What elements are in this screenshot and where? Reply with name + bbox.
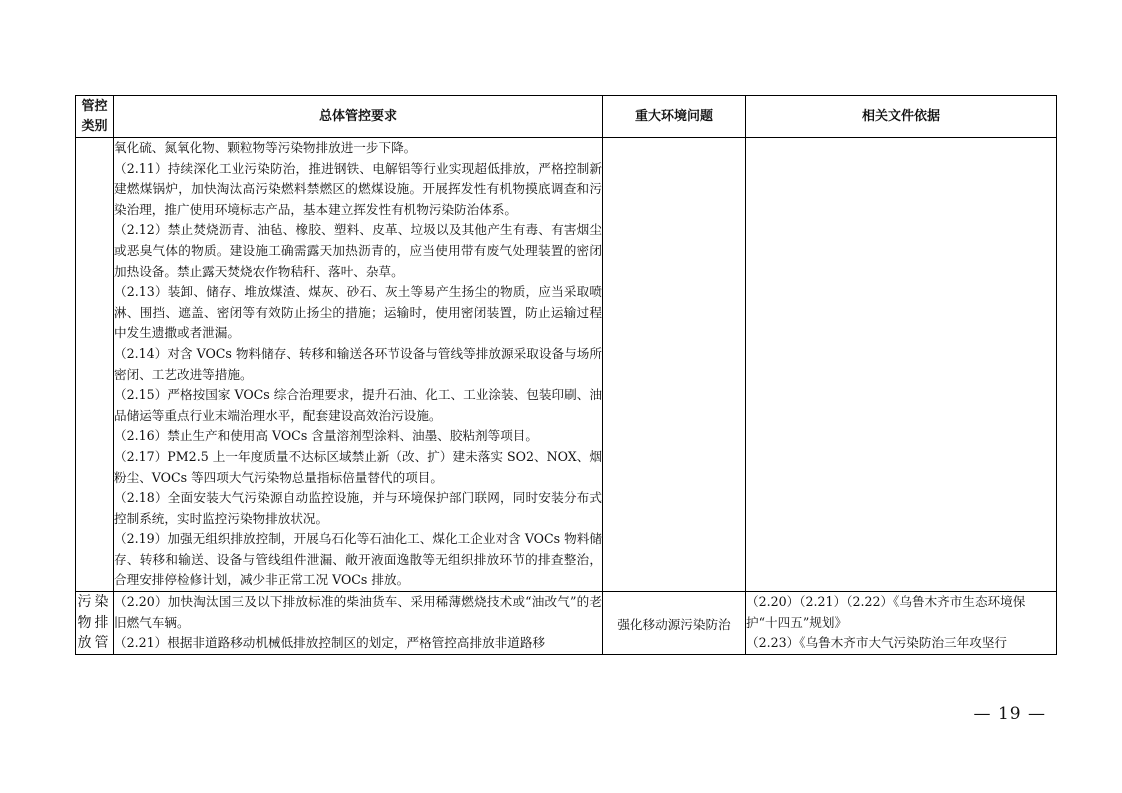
requirement-paragraph: （2.14）对含 VOCs 物料储存、转移和输送各环节设备与管线等排放源采取设备与场所密闭、工艺改进等措施。 — [114, 345, 602, 382]
header-category-label: 管控 类别 — [81, 99, 108, 134]
requirement-paragraph: （2.18）全面安装大气污染源自动监控设施，并与环境保护部门联网，同时安装分布式控制系统，实时监控污染物排放状况。 — [114, 490, 602, 526]
requirement-paragraph: 氧化硫、氮氧化物、颗粒物等污染物排放进一步下降。 — [114, 140, 417, 155]
requirement-paragraph: （2.11）持续深化工业污染防治，推进钢铁、电解铝等行业实现超低排放，严格控制新建燃煤锅炉，加快淘汰高污染燃料禁燃区的燃煤设施。开展挥发性有机物摸底调查和污染治理，推广使用环境标志产品，基本建立挥发性有机物污染防治体系。 — [114, 160, 602, 217]
table-header-row — [76, 96, 1057, 138]
row2-requirements-cell — [114, 592, 603, 655]
requirement-paragraph: （2.17）PM2.5 上一年度质量不达标区域禁止新（改、扩）建未落实 SO2、NOX、烟粉尘、VOCs 等四项大气污染物总量指标倍量替代的项目。 — [114, 448, 602, 485]
requirement-paragraph: （2.21）根据非道路移动机械低排放控制区的划定，严格管控高排放非道路移 — [114, 635, 546, 651]
requirement-paragraph: （2.15）严格按国家 VOCs 综合治理要求，提升石油、化工、工业涂装、包装印刷、油品储运等重点行业末端治理水平，配套建设高效治污设施。 — [114, 387, 602, 423]
header-basis: 相关文件依据 — [746, 96, 1057, 138]
requirement-paragraph: （2.12）禁止焚烧沥青、油毡、橡胶、塑料、皮革、垃圾以及其他产生有毒、有害烟尘或恶臭气体的物质。建设施工确需露天加热沥青的，应当使用带有废气处理装置的密闭加热设备。禁止露天焚烧农作物秸秆、落叶、杂草。 — [114, 222, 602, 279]
row1-requirements-cell — [114, 138, 603, 592]
control-requirements-table — [75, 95, 1057, 655]
requirement-paragraph: （2.16）禁止生产和使用高 VOCs 含量溶剂型涂料、油墨、胶粘剂等项目。 — [114, 428, 538, 444]
requirement-paragraph: （2.20）加快淘汰国三及以下排放标准的柴油货车、采用稀薄燃烧技术或“油改气”的老旧燃气车辆。 — [114, 594, 602, 630]
basis-paragraph: （2.23）《乌鲁木齐市大气污染防治三年攻坚行 — [746, 635, 1008, 651]
row1-category-cell — [76, 138, 114, 592]
row1-basis-cell — [746, 138, 1057, 592]
row2-basis-cell — [746, 592, 1057, 655]
requirement-paragraph: （2.19）加强无组织排放控制，开展乌石化等石油化工、煤化工企业对含 VOCs 物料储存、转移和输送、设备与管线组件泄漏、敞开液面逸散等无组织排放环节的排查整治，合理安排停检修计划，减少非正常工况 VOCs 排放。 — [114, 531, 602, 588]
page-number: — 19 — — [973, 704, 1046, 724]
header-category — [76, 96, 114, 138]
table-row — [76, 138, 1057, 592]
row1-issues-cell — [603, 138, 746, 592]
basis-paragraph: （2.20）（2.21）（2.22）《乌鲁木齐市生态环境保护“十四五”规划》 — [746, 594, 1026, 630]
row2-category-cell — [76, 592, 114, 655]
table-row — [76, 592, 1057, 655]
header-issues: 重大环境问题 — [603, 96, 746, 138]
row2-category-label: 污染物排放管 — [77, 594, 112, 652]
header-requirements: 总体管控要求 — [114, 96, 603, 138]
row2-issues-cell: 强化移动源污染防治 — [603, 592, 746, 655]
requirement-paragraph: （2.13）装卸、储存、堆放煤渣、煤灰、砂石、灰土等易产生扬尘的物质，应当采取喷淋、围挡、遮盖、密闭等有效防止扬尘的措施；运输时，使用密闭装置，防止运输过程中发生遗撒或者泄漏。 — [114, 284, 602, 341]
